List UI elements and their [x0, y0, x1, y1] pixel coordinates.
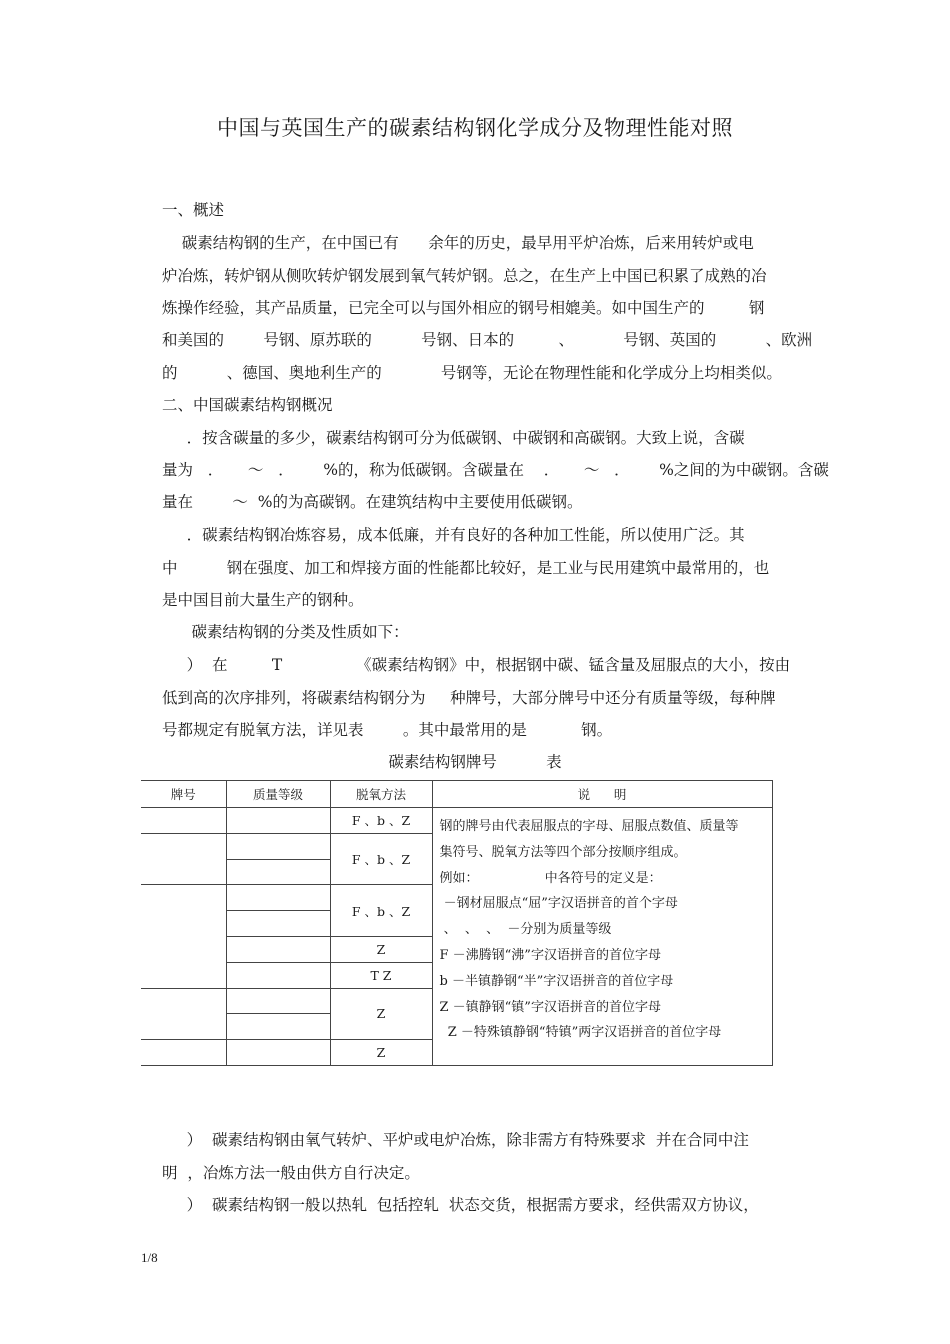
table-cell-deoxidation: F 、b 、Z — [330, 808, 432, 834]
paragraph-line: ） 在 T 《碳素结构钢》中，根据钢中碳、锰含量及屈服点的大小，按由 — [162, 656, 791, 674]
paragraph-line: 炉冶炼，转炉钢从侧吹转炉钢发展到氧气转炉钢。总之，在生产上中国已积累了成熟的冶 — [162, 267, 767, 285]
table-cell-deoxidation: T Z — [330, 962, 432, 988]
table-cell-deoxidation: Z — [330, 988, 432, 1040]
note-line: Z －镇静钢“镇”字汉语拼音的首位字母 — [439, 999, 661, 1015]
paragraph-line: 和美国的 号钢、原苏联的 号钢、日本的 、 号钢、英国的 、欧洲 — [162, 331, 813, 349]
note-line: －钢材屈服点“屈”字汉语拼音的首个字母 — [439, 896, 678, 912]
table-cell-deoxidation: Z — [330, 1040, 432, 1066]
table-cell-quality — [226, 936, 330, 962]
paragraph-line: 中 钢在强度、加工和焊接方面的性能都比较好，是工业与民用建筑中最常用的，也 — [162, 559, 770, 577]
section-heading-china-overview: 二、中国碳素结构钢概况 — [162, 396, 333, 414]
table-cell-quality — [226, 833, 330, 859]
table-cell-grade — [141, 988, 226, 1040]
table-cell-grade — [141, 1040, 226, 1066]
note-line: 集符号、脱氧方法等四个部分按顺序组成。 — [439, 844, 687, 860]
note-line: Z －特殊镇静钢“特镇”两字汉语拼音的首位字母 — [439, 1025, 722, 1041]
table-header-quality-level: 质量等级 — [226, 781, 330, 808]
paragraph-line: 碳素结构钢的生产，在中国已有 余年的历史，最早用平炉冶炼，后来用转炉或电 — [162, 234, 754, 252]
paragraph-line: 的 、德国、奥地利生产的 号钢等，无论在物理性能和化学成分上均相类似。 — [162, 364, 782, 382]
table-cell-quality — [226, 859, 330, 885]
paragraph-line: ） 碳素结构钢一般以热轧 包括控轧 状态交货，根据需方要求，经供需双方协议， — [162, 1196, 759, 1214]
table-cell-deoxidation: Z — [330, 936, 432, 962]
table-cell-quality — [226, 1014, 330, 1040]
table-cell-grade — [141, 885, 226, 988]
table-cell-quality — [226, 962, 330, 988]
paragraph-line: ．按含碳量的多少，碳素结构钢可分为低碳钢、中碳钢和高碳钢。大致上说，含碳 — [162, 429, 745, 447]
page-title: 中国与英国生产的碳素结构钢化学成分及物理性能对照 — [217, 116, 733, 140]
table-header-grade: 牌号 — [141, 781, 226, 808]
section-heading-overview: 一、概述 — [162, 201, 225, 219]
table-cell-quality — [226, 885, 330, 911]
paragraph-line: ．碳素结构钢冶炼容易，成本低廉，并有良好的各种加工性能，所以使用广泛。其 — [162, 526, 745, 544]
note-line: F －沸腾钢“沸”字汉语拼音的首位字母 — [439, 947, 661, 963]
table-cell-quality — [226, 808, 330, 834]
table-cell-description — [432, 808, 772, 1066]
note-line: 例如： 中各符号的定义是： — [439, 870, 662, 886]
table-cell-deoxidation: F 、b 、Z — [330, 833, 432, 885]
table-cell-grade — [141, 808, 226, 834]
paragraph-line: 炼操作经验，其产品质量，已完全可以与国外相应的钢号相媲美。如中国生产的 钢 — [162, 299, 765, 317]
paragraph-line: ） 碳素结构钢由氧气转炉、平炉或电炉冶炼，除非需方有特殊要求 并在合同中注 — [162, 1131, 749, 1149]
note-line: 、 、 、 －分别为质量等级 — [439, 922, 612, 938]
note-line: 钢的牌号由代表屈服点的字母、屈服点数值、质量等 — [439, 819, 739, 834]
table-cell-deoxidation: F 、b 、Z — [330, 885, 432, 937]
table-caption: 碳素结构钢牌号 表 — [388, 753, 562, 771]
paragraph-line: 号都规定有脱氧方法，详见表 。其中最常用的是 钢。 — [162, 721, 613, 739]
page-number: 1/8 — [141, 1250, 158, 1265]
paragraph-line: 量为 ． ～ ． %的，称为低碳钢。含碳量在 ． ～ ． %之间的为中碳钢。含碳 — [162, 461, 829, 479]
table-header-deoxidation: 脱氧方法 — [330, 781, 432, 808]
table-cell-quality — [226, 988, 330, 1014]
paragraph-line: 低到高的次序排列，将碳素结构钢分为 种牌号，大部分牌号中还分有质量等级，每种牌 — [162, 689, 776, 707]
paragraph-line: 量在 ～ %的为高碳钢。在建筑结构中主要使用低碳钢。 — [162, 493, 583, 511]
table-cell-grade — [141, 833, 226, 885]
table-header-description: 说 明 — [432, 781, 772, 808]
steel-grade-table — [141, 780, 773, 1066]
paragraph-line: 明 ，冶炼方法一般由供方自行决定。 — [162, 1164, 420, 1182]
note-line: b －半镇静钢“半”字汉语拼音的首位字母 — [439, 973, 674, 989]
table-cell-quality — [226, 911, 330, 937]
paragraph-line: 碳素结构钢的分类及性质如下： — [162, 623, 409, 641]
paragraph-line: 是中国目前大量生产的钢种。 — [162, 591, 364, 609]
table-cell-quality — [226, 1040, 330, 1066]
